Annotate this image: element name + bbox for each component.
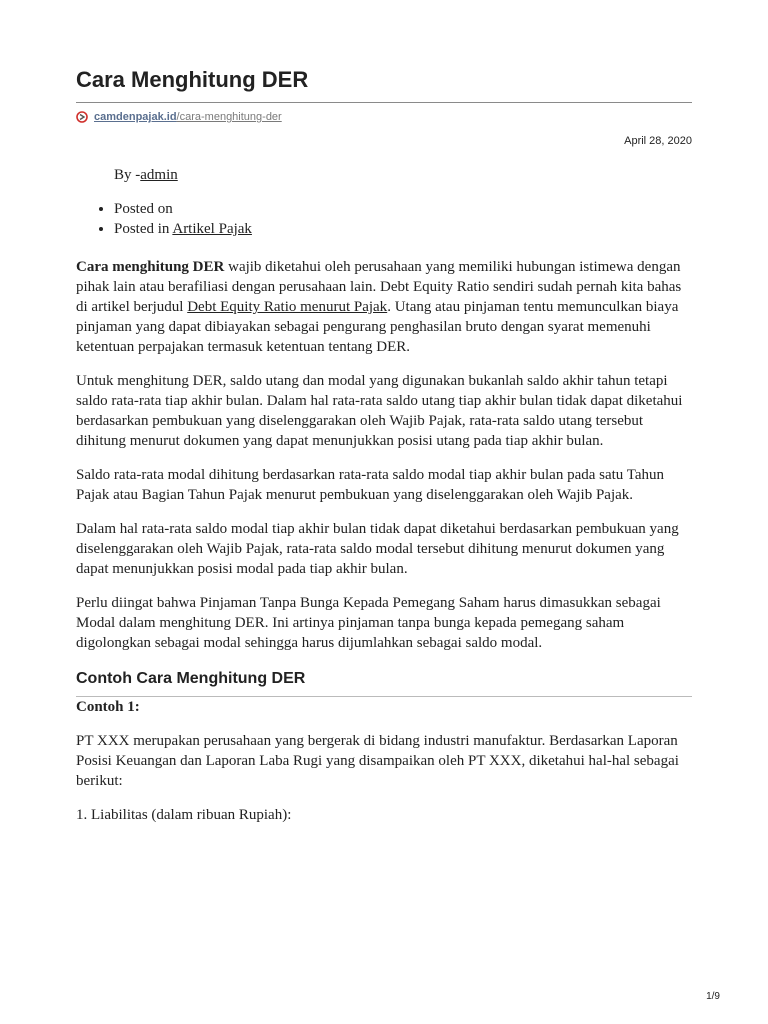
list-item-liabilitas: 1. Liabilitas (dalam ribuan Rupiah):	[76, 807, 292, 823]
posted-in	[114, 219, 692, 239]
paragraph-1-text-b: . Utang atau pinjaman tentu memunculkan biaya pinjaman yang dapat dibiayakan sebagai pengurang penghasilan bruto dengan syarat memenuhi ketentuan perpajakan termasuk ketentuan tentang DER.	[76, 299, 679, 355]
example-text: PT XXX merupakan perusahaan yang bergerak di bidang industri manufaktur. Berdasarkan Laporan Posisi Keuangan dan Laporan Laba Rugi yang disampaikan oleh PT XXX, diketahui hal-hal sebagai berikut:	[76, 733, 679, 789]
source-url[interactable]	[76, 109, 692, 125]
source-path[interactable]: /cara-menghitung-der	[176, 111, 282, 123]
paragraph-5: Perlu diingat bahwa Pinjaman Tanpa Bunga Kepada Pemegang Saham harus dimasukkan sebagai Modal dalam menghitung DER. Ini artinya pinjaman tanpa bunga kepada pemegang saham digolongkan sebagai modal sehingga harus dijumlahkan sebagai saldo modal.	[76, 595, 661, 651]
paragraph-2: Untuk menghitung DER, saldo utang dan modal yang digunakan bukanlah saldo akhir tahun tetapi saldo rata-rata tiap akhir bulan. Dalam hal rata-rata saldo utang tiap akhir bulan tidak dapat diketahui berdasarkan pembukuan yang diselenggarakan oleh Wajib Pajak, rata-rata saldo utang tersebut dihitung menurut dokumen yang dapat menunjukkan posisi utang pada tiap akhir bulan.	[76, 373, 683, 449]
author-link[interactable]: admin	[140, 167, 178, 183]
paragraph-3: Saldo rata-rata modal dihitung berdasarkan rata-rata saldo modal tiap akhir bulan pada satu Tahun Pajak atau Bagian Tahun Pajak menurut pembukuan yang diselenggarakan oleh Wajib Pajak.	[76, 467, 665, 503]
der-article-link[interactable]: Debt Equity Ratio menurut Pajak	[187, 299, 388, 315]
byline	[76, 165, 692, 185]
category-link[interactable]: Artikel Pajak	[172, 221, 252, 237]
posted-on: • Posted on	[114, 199, 692, 219]
publish-date: April 28, 2020	[624, 135, 692, 147]
paragraph-4: Dalam hal rata-rata saldo modal tiap akhir bulan tidak dapat diketahui berdasarkan pembukuan yang diselenggarakan oleh Wajib Pajak, rata-rata saldo modal tersebut dihitung menurut dokumen yang dapat menunjukkan posisi modal pada tiap akhir bulan.	[76, 521, 679, 577]
article	[76, 62, 692, 839]
byline-prefix: By -	[114, 167, 141, 183]
post-meta-list	[76, 199, 692, 239]
site-favicon-icon	[76, 111, 88, 123]
example-label: Contoh 1:	[76, 699, 140, 715]
title-divider	[76, 102, 692, 103]
paragraph-1	[76, 257, 692, 357]
page-number: 1/9	[706, 991, 720, 1002]
section-heading: Contoh Cara Menghitung DER	[76, 670, 306, 687]
source-domain[interactable]: camdenpajak.id	[94, 111, 177, 123]
page-title: Cara Menghitung DER	[76, 67, 309, 92]
posted-in-prefix: Posted in	[114, 221, 173, 237]
paragraph-1-text-a: wajib diketahui oleh perusahaan yang memiliki hubungan istimewa dengan pihak lain atau berafiliasi dengan perusahaan lain. Debt Equity Ratio sendiri sudah pernah kita bahas di artikel berjudul	[76, 259, 682, 315]
paragraph-1-lead: Cara menghitung DER	[76, 259, 225, 275]
